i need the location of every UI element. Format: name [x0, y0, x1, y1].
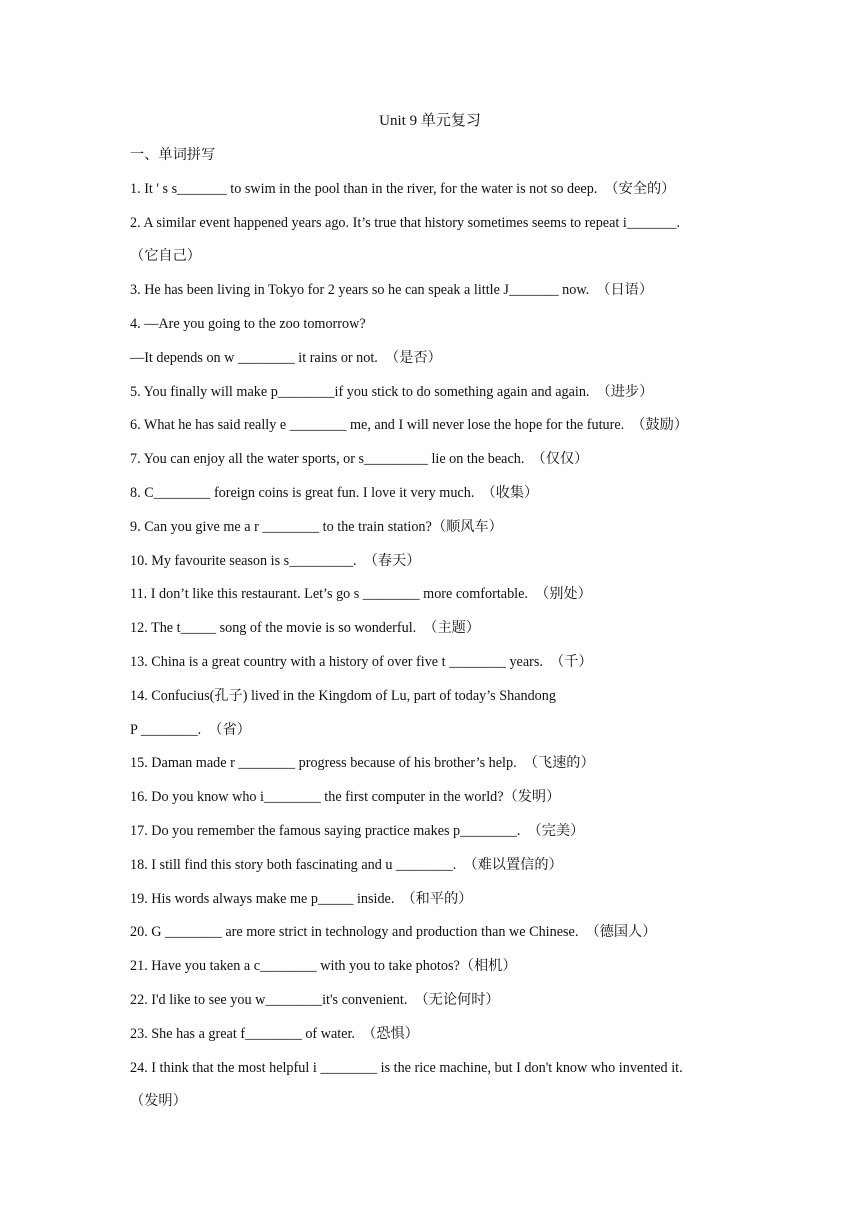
exercise-line: 24. I think that the most helpful i ________ is the rice machine, but I don't know who invented it.	[130, 1059, 683, 1076]
exercise-line: 5. You finally will make p________if you stick to do something again and again. （进步）	[130, 383, 654, 400]
page-title: Unit 9 单元复习	[379, 113, 481, 129]
exercise-line: 23. She has a great f________ of water. （恐惧）	[130, 1025, 419, 1042]
exercise-line: 18. I still find this story both fascinating and u ________. （难以置信的）	[130, 856, 563, 873]
exercise-line: 10. My favourite season is s_________. （春天）	[130, 552, 421, 569]
exercise-line: 15. Daman made r ________ progress because of his brother’s help. （飞速的）	[130, 755, 595, 772]
exercise-line: 6. What he has said really e ________ me, and I will never lose the hope for the future. （鼓励）	[130, 417, 689, 434]
exercise-line: 7. You can enjoy all the water sports, or s_________ lie on the beach. （仅仅）	[130, 451, 589, 468]
exercise-line: 22. I'd like to see you w________it's convenient. （无论何时）	[130, 991, 500, 1008]
exercise-line: 4. —Are you going to the zoo tomorrow?	[130, 315, 366, 332]
exercise-line: 3. He has been living in Tokyo for 2 years so he can speak a little J_______ now. （日语）	[130, 282, 654, 299]
exercise-line: 19. His words always make me p_____ inside. （和平的）	[130, 890, 473, 907]
exercise-line: 11. I don’t like this restaurant. Let’s go s ________ more comfortable. （别处）	[130, 586, 592, 603]
section-heading: 一、单词拼写	[130, 147, 216, 163]
exercise-line: 9. Can you give me a r ________ to the train station?（顺风车）	[130, 518, 503, 535]
exercise-line: 1. It ' s s_______ to swim in the pool than in the river, for the water is not so deep. （安全的）	[130, 180, 676, 197]
exercise-line: （发明）	[130, 1093, 187, 1110]
exercise-body	[130, 144, 740, 1124]
exercise-line: —It depends on w ________ it rains or not. （是否）	[130, 349, 442, 366]
exercise-line: 14. Confucius(孔子) lived in the Kingdom of Lu, part of today’s Shandong	[130, 687, 556, 704]
exercise-line: 17. Do you remember the famous saying practice makes p________. （完美）	[130, 822, 585, 839]
exercise-line: 13. China is a great country with a history of over five t ________ years. （千）	[130, 653, 593, 670]
exercise-line: 12. The t_____ song of the movie is so wonderful. （主题）	[130, 620, 481, 637]
exercise-line: 21. Have you taken a c________ with you to take photos?（相机）	[130, 958, 517, 975]
exercise-line: 2. A similar event happened years ago. It’s true that history sometimes seems to repeat i_______.	[130, 214, 681, 231]
exercise-line: 20. G ________ are more strict in technology and production than we Chinese. （德国人）	[130, 924, 657, 941]
exercise-line: P ________. （省）	[130, 721, 251, 738]
exercise-line: 8. C________ foreign coins is great fun. I love it very much. （收集）	[130, 484, 539, 501]
exercise-line: 16. Do you know who i________ the first computer in the world?（发明）	[130, 789, 561, 806]
exercise-line: （它自己）	[130, 248, 201, 265]
